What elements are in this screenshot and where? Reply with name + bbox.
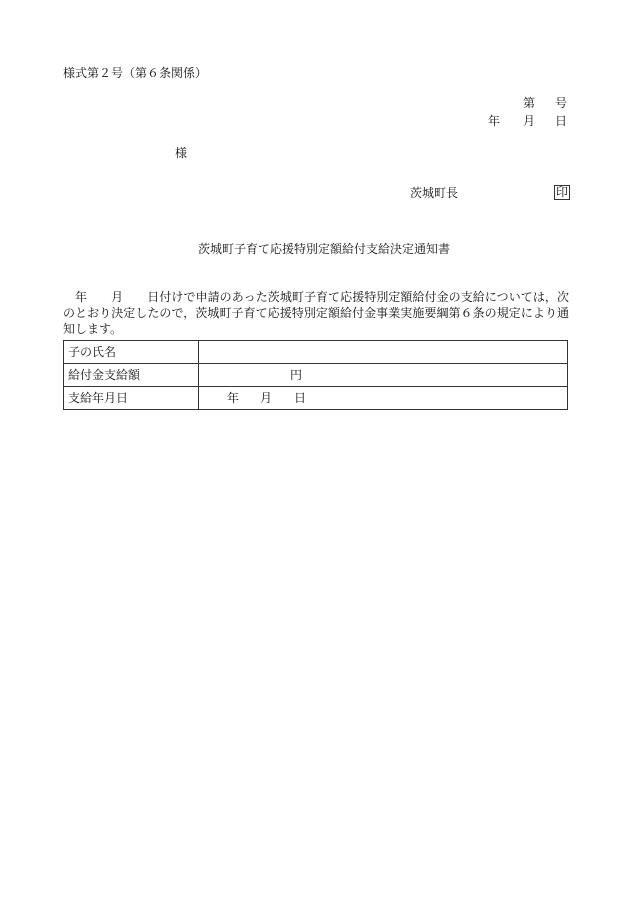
- form-label: 様式第２号（第６条関係）: [63, 66, 208, 80]
- number-go: 号: [555, 96, 568, 110]
- decision-table: [63, 340, 568, 410]
- amount-value: [199, 364, 568, 387]
- pay-day: 日: [294, 390, 307, 405]
- document-title: 茨城町子育て応援特別定額給付支給決定通知書: [198, 242, 451, 256]
- date-month: 月: [523, 114, 536, 128]
- body-text: 日付けで申請のあった茨城町子育て応援特別定額給付金の支給については，次のとおり決定したので，茨城町子育て応援特別定額給付金事業実施要綱第６条の規定により通知します。: [63, 290, 569, 336]
- body-month: 月: [111, 290, 124, 304]
- date-day: 日: [555, 114, 568, 128]
- table-row: [64, 387, 568, 410]
- date-year: 年: [488, 114, 501, 128]
- pay-year: 年: [227, 390, 240, 405]
- row-label: 子の氏名: [64, 341, 199, 364]
- row-label: 支給年月日: [64, 387, 199, 410]
- payment-date-value: [199, 387, 568, 410]
- yen-unit: 円: [290, 367, 303, 382]
- pay-month: 月: [260, 390, 273, 405]
- body-paragraph: [63, 289, 569, 337]
- seal-mark: 印: [556, 185, 569, 199]
- number-dai: 第: [523, 96, 536, 110]
- body-section: [63, 289, 569, 410]
- table-row: [64, 364, 568, 387]
- row-label: 給付金支給額: [64, 364, 199, 387]
- issuer-title: 茨城町長: [410, 186, 459, 200]
- body-year: 年: [75, 290, 88, 304]
- addressee-suffix: 様: [175, 146, 188, 160]
- table-row: [64, 341, 568, 364]
- child-name-value: [199, 341, 568, 364]
